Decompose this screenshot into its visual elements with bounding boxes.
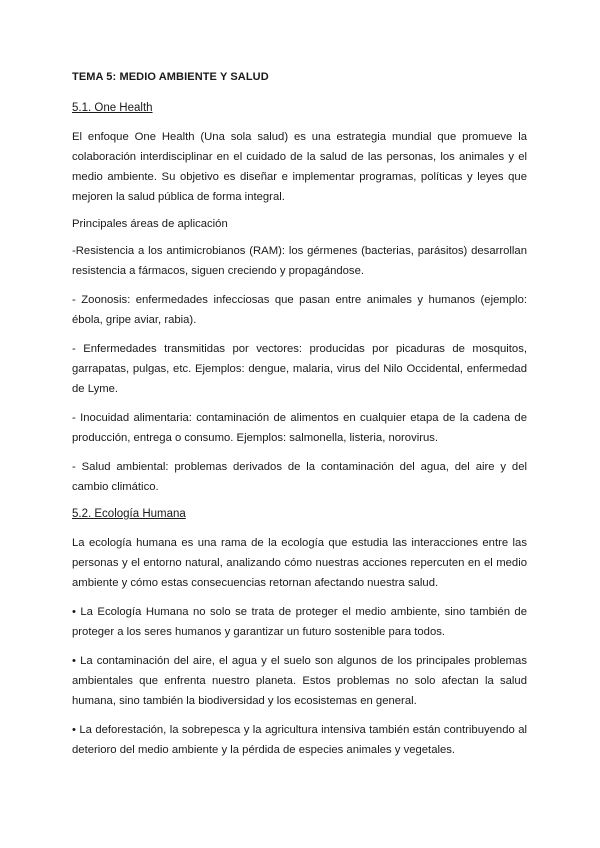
list-item: - Salud ambiental: problemas derivados de la contaminación del agua, del aire y del cambio climático.	[72, 461, 527, 493]
document-page	[72, 70, 527, 769]
list-item: • La deforestación, la sobrepesca y la agricultura intensiva también están contribuyendo al deterioro del medio ambiente y la pérdida de especies animales y vegetales.	[72, 724, 527, 756]
one-health-intro-paragraph: El enfoque One Health (Una sola salud) es una estrategia mundial que promueve la colaboración interdisciplinar en el cuidado de la salud de las personas, los animales y el medio ambiente. Su objetivo es diseñar e implementar programas, políticas y leyes que mejoren la salud pública de forma integral.	[72, 131, 527, 203]
list-item: -Resistencia a los antimicrobianos (RAM): los gérmenes (bacterias, parásitos) desarrollan resistencia a fármacos, siguen creciendo y propagándose.	[72, 245, 527, 277]
application-areas-subheading: Principales áreas de aplicación	[72, 218, 228, 230]
section-heading-human-ecology: 5.2. Ecología Humana	[72, 508, 186, 520]
list-item: - Enfermedades transmitidas por vectores: producidas por picaduras de mosquitos, garrapatas, pulgas, etc. Ejemplos: dengue, malaria, virus del Nilo Occidental, enfermedad de Lyme.	[72, 343, 527, 395]
list-item: - Inocuidad alimentaria: contaminación de alimentos en cualquier etapa de la cadena de producción, entrega o consumo. Ejemplos: salmonella, listeria, norovirus.	[72, 412, 527, 444]
document-title: TEMA 5: MEDIO AMBIENTE Y SALUD	[72, 71, 269, 83]
human-ecology-intro-paragraph: La ecología humana es una rama de la ecología que estudia las interacciones entre las personas y el entorno natural, analizando cómo nuestras acciones repercuten en el medio ambiente y cómo estas consecuencias retornan afectando nuestra salud.	[72, 537, 527, 589]
list-item: • La Ecología Humana no solo se trata de proteger el medio ambiente, sino también de proteger a los seres humanos y garantizar un futuro sostenible para todos.	[72, 606, 527, 638]
list-item: • La contaminación del aire, el agua y el suelo son algunos de los principales problemas ambientales que enfrenta nuestro planeta. Estos problemas no solo afectan la salud humana, sino también la biodiversidad y los ecosistemas en general.	[72, 655, 527, 707]
section-heading-one-health: 5.1. One Health	[72, 102, 153, 114]
list-item: - Zoonosis: enfermedades infecciosas que pasan entre animales y humanos (ejemplo: ébola, gripe aviar, rabia).	[72, 294, 527, 326]
